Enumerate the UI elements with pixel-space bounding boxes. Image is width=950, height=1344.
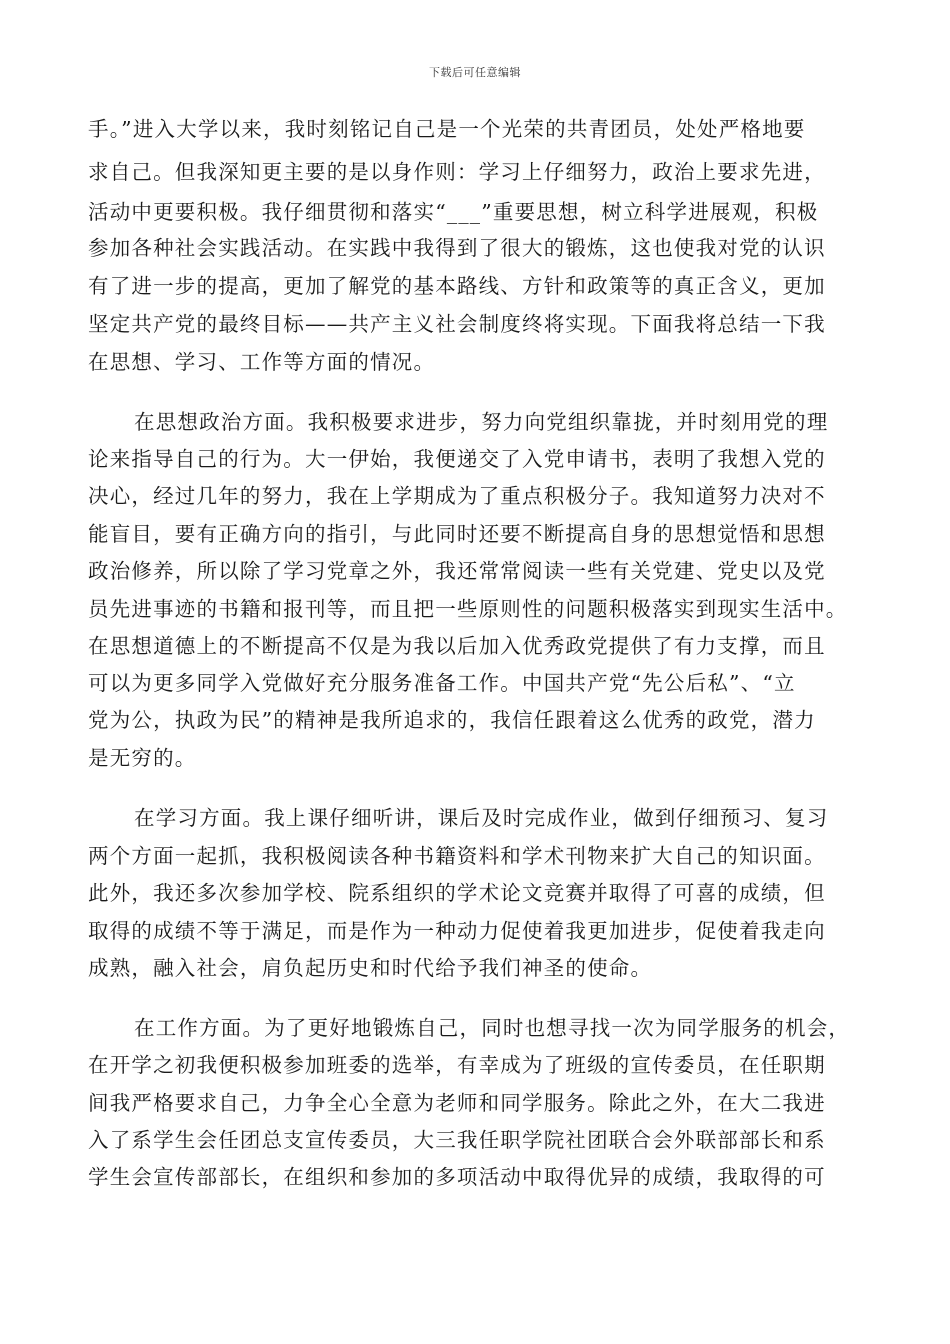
- paragraph-line: 在思想政治方面。我积极要求进步，努力向党组织靠拢，并时刻用党的理: [134, 410, 829, 434]
- paragraph-line: 能盲目，要有正确方向的指引，与此同时还要不断提高自身的思想觉悟和思想: [88, 522, 826, 546]
- paragraph-line: 入了系学生会任团总支宣传委员，大三我任职学院社团联合会外联部部长和系: [88, 1128, 826, 1152]
- paragraph-line: 学生会宣传部部长，在组织和参加的多项活动中取得优异的成绩，我取得的可: [88, 1165, 826, 1189]
- paragraph-line: 坚定共产党的最终目标——共产主义社会制度终将实现。下面我将总结一下我: [88, 312, 826, 336]
- paragraph-line: 参加各种社会实践活动。在实践中我得到了很大的锻炼，这也使我对党的认识: [88, 236, 826, 260]
- paragraph-line: 取得的成绩不等于满足，而是作为一种动力促使着我更加进步，促使着我走向: [88, 919, 826, 943]
- paragraph-line: 员先进事迹的书籍和报刊等，而且把一些原则性的问题积极落实到现实生活中。: [88, 597, 848, 621]
- page-header: 下载后可任意编辑: [429, 66, 521, 79]
- paragraph-line: 成熟，融入社会，肩负起历史和时代给予我们神圣的使命。: [88, 956, 653, 980]
- paragraph-line: 在思想、学习、工作等方面的情况。: [88, 350, 436, 374]
- paragraph-line: 手。”进入大学以来，我时刻铭记自己是一个光荣的共青团员，处处严格地要: [88, 117, 806, 141]
- paragraph-line: 在工作方面。为了更好地锻炼自己，同时也想寻找一次为同学服务的机会，: [134, 1016, 851, 1040]
- paragraph-line: 此外，我还多次参加学校、院系组织的学术论文竞赛并取得了可喜的成绩，但: [88, 881, 826, 905]
- paragraph-line: 间我严格要求自己，力争全心全意为老师和同学服务。除此之外，在大二我进: [88, 1091, 826, 1115]
- paragraph-line: 有了进一步的提高，更加了解党的基本路线、方针和政策等的真正含义，更加: [88, 274, 826, 298]
- paragraph-line: 在开学之初我便积极参加班委的选举，有幸成为了班级的宣传委员，在任职期: [88, 1053, 826, 1077]
- paragraph-line: 活动中更要积极。我仔细贯彻和落实“___”重要思想，树立科学进展观，积极: [88, 200, 819, 224]
- paragraph-line: 在思想道德上的不断提高不仅是为我以后加入优秀政党提供了有力支撑，而且: [88, 634, 826, 658]
- paragraph-line: 两个方面一起抓，我积极阅读各种书籍资料和学术刊物来扩大自己的知识面。: [88, 844, 826, 868]
- paragraph-line: 求自己。但我深知更主要的是以身作则：学习上仔细努力，政治上要求先进，: [88, 160, 826, 184]
- paragraph-line: 在学习方面。我上课仔细听讲，课后及时完成作业，做到仔细预习、复习: [134, 806, 829, 830]
- paragraph-line: 可以为更多同学入党做好充分服务准备工作。中国共产党“先公后私”、“立: [88, 671, 796, 695]
- paragraph-line: 论来指导自己的行为。大一伊始，我便递交了入党申请书，表明了我想入党的: [88, 447, 826, 471]
- paragraph-line: 决心，经过几年的努力，我在上学期成为了重点积极分子。我知道努力决对不: [88, 484, 826, 508]
- paragraph-line: 政治修养，所以除了学习党章之外，我还常常阅读一些有关党建、党史以及党: [88, 559, 826, 583]
- paragraph-line: 党为公，执政为民”的精神是我所追求的，我信任跟着这么优秀的政党，潜力: [88, 708, 816, 732]
- paragraph-line: 是无穷的。: [88, 746, 197, 770]
